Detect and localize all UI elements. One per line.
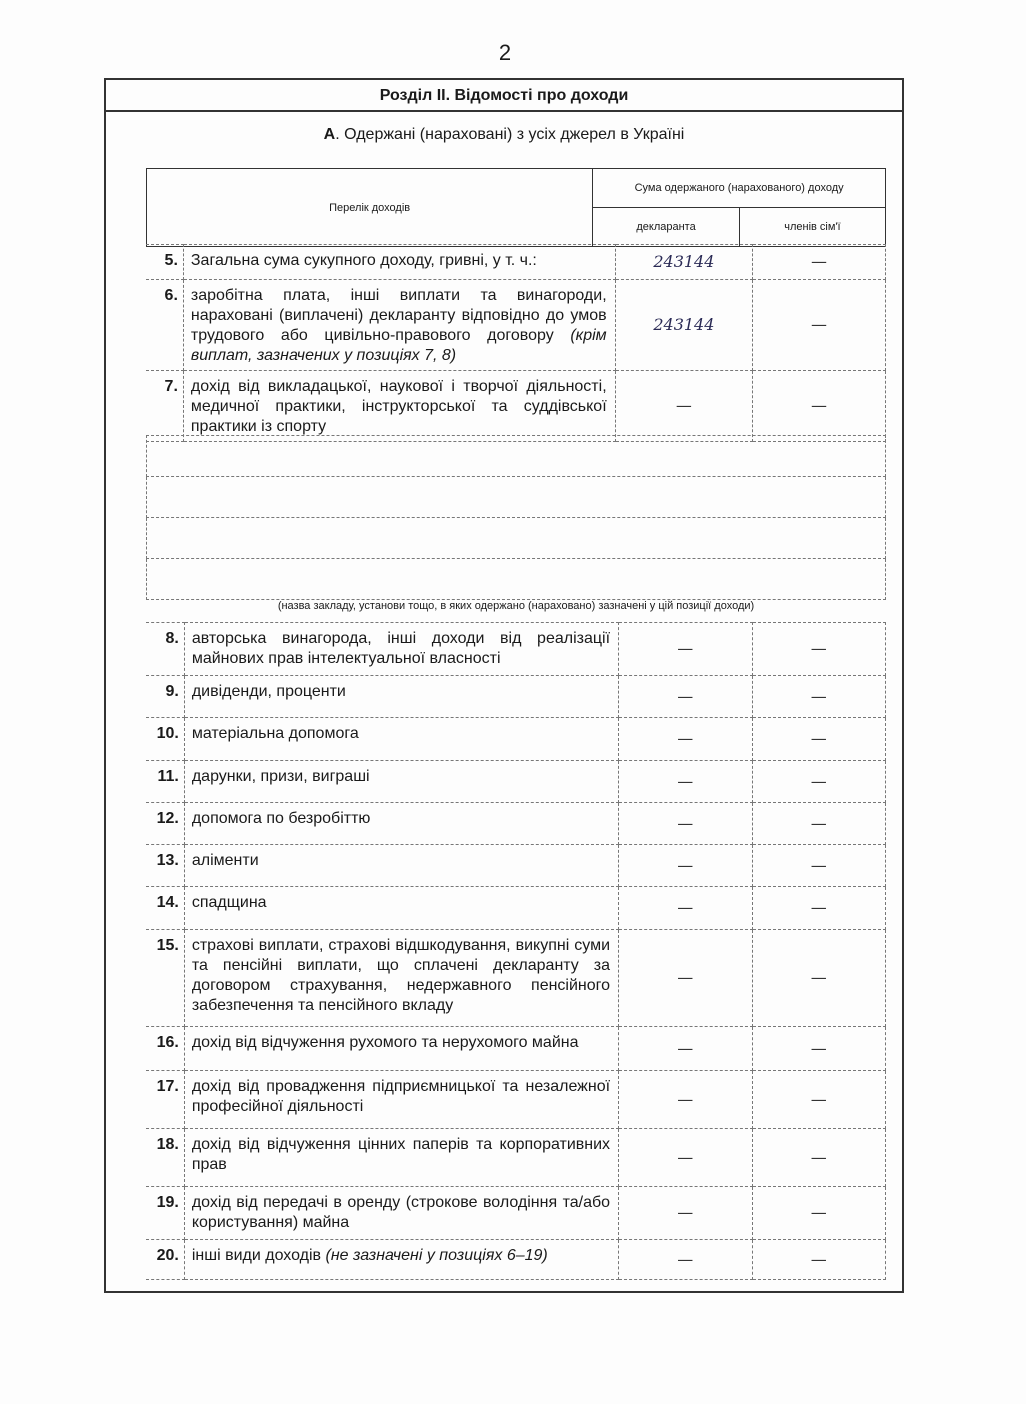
income-section-frame <box>104 78 904 1293</box>
table-row <box>146 803 886 845</box>
row-description: допомога по безробіттю <box>184 803 618 845</box>
table-row <box>146 280 886 371</box>
declarant-amount[interactable]: — <box>619 761 752 803</box>
table-row <box>146 676 886 718</box>
family-amount[interactable]: — <box>752 1027 886 1071</box>
family-amount[interactable]: — <box>752 1187 886 1240</box>
family-amount[interactable]: — <box>752 1071 886 1129</box>
income-table-bottom <box>146 622 886 1280</box>
table-row <box>146 718 886 761</box>
row-number: 13. <box>146 845 184 887</box>
table-row <box>146 1240 886 1280</box>
page-number: 2 <box>498 40 512 65</box>
institution-line[interactable] <box>147 477 886 518</box>
row-number: 16. <box>146 1027 184 1071</box>
row-description: спадщина <box>184 887 618 930</box>
family-amount[interactable]: — <box>752 1240 886 1280</box>
row-number: 19. <box>146 1187 184 1240</box>
table-row <box>146 1071 886 1129</box>
family-amount[interactable]: — <box>752 803 886 845</box>
row-number: 6. <box>146 280 183 371</box>
institution-line[interactable] <box>147 518 886 559</box>
row-number: 9. <box>146 676 184 718</box>
family-amount[interactable]: — <box>753 280 886 371</box>
table-row <box>146 245 886 280</box>
row-number: 20. <box>146 1240 184 1280</box>
institution-lines <box>146 435 886 600</box>
row-number: 15. <box>146 930 184 1027</box>
row-number: 14. <box>146 887 184 930</box>
list-header: Перелік доходів <box>147 169 593 247</box>
institution-line[interactable] <box>147 436 886 477</box>
declarant-amount[interactable]: — <box>619 1129 752 1187</box>
family-amount[interactable]: — <box>752 845 886 887</box>
row-description: Загальна сума сукупного доходу, гривні, у т. ч.: <box>183 245 615 280</box>
row-number: 11. <box>146 761 184 803</box>
row-description: дохід від викладацької, наукової і творчої діяльності, медичної практики, інструкторської та суддівської практики із спорту <box>183 371 615 442</box>
row-description: авторська винагорода, інші доходи від реалізації майнових прав інтелектуальної власності <box>184 623 618 676</box>
row-description: страхові виплати, страхові відшкодування, викупні суми та пенсійні виплати, що сплачені декларанту за договором страхування, недержавного пенсійного забезпечення та пенсійного вкладу <box>184 930 618 1027</box>
table-row <box>146 623 886 676</box>
declarant-amount[interactable]: — <box>615 371 752 442</box>
declarant-amount[interactable]: — <box>619 718 752 761</box>
declarant-amount[interactable]: — <box>619 623 752 676</box>
row-number: 10. <box>146 718 184 761</box>
row-description: дохід від передачі в оренду (строкове володіння та/або користування) майна <box>184 1187 618 1240</box>
table-row <box>146 1129 886 1187</box>
row-number: 18. <box>146 1129 184 1187</box>
table-row <box>146 887 886 930</box>
declarant-amount[interactable]: — <box>619 803 752 845</box>
institution-line[interactable] <box>147 559 886 600</box>
family-amount[interactable]: — <box>753 371 886 442</box>
table-row <box>146 930 886 1027</box>
row-number: 7. <box>146 371 183 442</box>
row-description: аліменти <box>184 845 618 887</box>
declarant-amount[interactable]: — <box>619 930 752 1027</box>
row-description: матеріальна допомога <box>184 718 618 761</box>
row-number: 8. <box>146 623 184 676</box>
table-row <box>146 761 886 803</box>
row-description: дохід від відчуження цінних паперів та корпоративних прав <box>184 1129 618 1187</box>
row-description: заробітна плата, інші виплати та винагороди, нараховані (виплачені) декларанту відповідно до умов трудового або цивільно-правового договору (крім виплат, зазначених у позиціях 7, 8) <box>183 280 615 371</box>
row-description: дохід від провадження підприємницької та незалежної професійної діяльності <box>184 1071 618 1129</box>
row-description: дарунки, призи, виграші <box>184 761 618 803</box>
family-amount[interactable]: — <box>752 676 886 718</box>
family-amount[interactable]: — <box>752 761 886 803</box>
declarant-amount[interactable]: — <box>619 887 752 930</box>
family-amount[interactable]: — <box>752 623 886 676</box>
table-row <box>146 1187 886 1240</box>
subsection-title <box>106 126 902 144</box>
subsection-letter: А <box>323 126 336 143</box>
table-row <box>146 371 886 442</box>
section-title: Розділ ІІ. Відомості про доходи <box>106 80 902 112</box>
declarant-amount[interactable]: 243144 <box>615 245 752 280</box>
declarant-amount[interactable]: — <box>619 1071 752 1129</box>
row-number: 12. <box>146 803 184 845</box>
family-amount[interactable]: — <box>752 887 886 930</box>
subsection-text: . Одержані (нараховані) з усіх джерел в Україні <box>335 126 685 143</box>
family-amount[interactable]: — <box>752 718 886 761</box>
family-amount[interactable]: — <box>753 245 886 280</box>
declarant-amount[interactable]: 243144 <box>615 280 752 371</box>
declarant-amount[interactable]: — <box>619 676 752 718</box>
row-number: 5. <box>146 245 183 280</box>
table-header <box>146 168 886 247</box>
family-header: членів сім'ї <box>739 208 885 247</box>
row-description: дохід від відчуження рухомого та нерухомого майна <box>184 1027 618 1071</box>
sum-header: Сума одержаного (нарахованого) доходу <box>593 169 886 208</box>
table-row <box>146 1027 886 1071</box>
family-amount[interactable]: — <box>752 930 886 1027</box>
row-number: 17. <box>146 1071 184 1129</box>
row-description: інші види доходів (не зазначені у позиціях 6–19) <box>184 1240 618 1280</box>
declarant-amount[interactable]: — <box>619 1240 752 1280</box>
institution-caption: (назва закладу, установи тощо, в яких одержано (нараховано) зазначені у цій позиції доходи) <box>277 600 755 612</box>
row-description: дивіденди, проценти <box>184 676 618 718</box>
family-amount[interactable]: — <box>752 1129 886 1187</box>
declarant-amount[interactable]: — <box>619 845 752 887</box>
declarant-header: декларанта <box>593 208 740 247</box>
table-row <box>146 845 886 887</box>
income-table-top <box>146 244 886 442</box>
declarant-amount[interactable]: — <box>619 1027 752 1071</box>
declarant-amount[interactable]: — <box>619 1187 752 1240</box>
